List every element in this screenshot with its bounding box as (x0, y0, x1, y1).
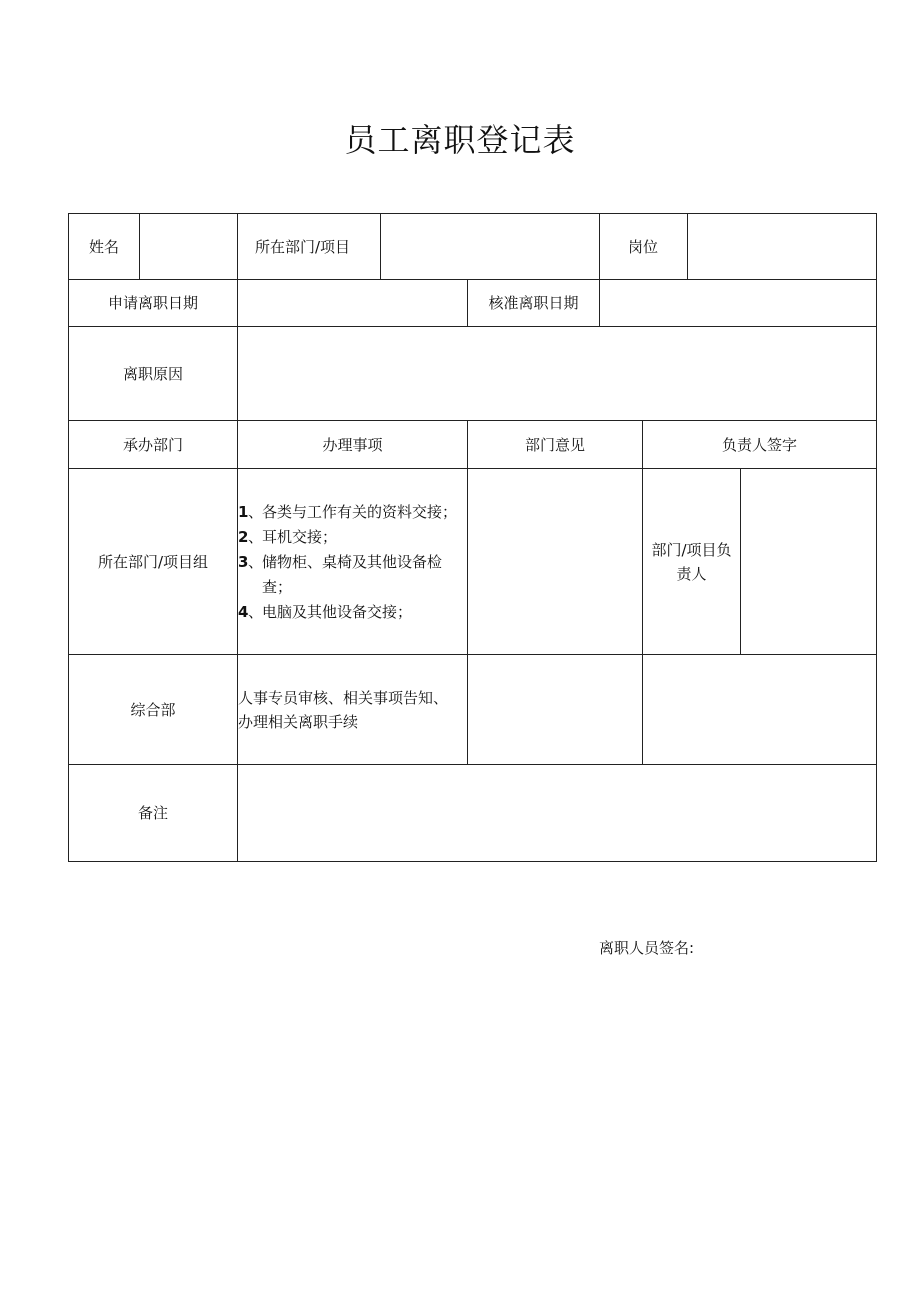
dept-opinion-field[interactable] (468, 469, 642, 654)
list-item: 1 、 各类与工作有关的资料交接； (238, 500, 464, 525)
header-handling-department: 承办部门 (122, 435, 183, 454)
name-label: 姓名 (89, 237, 120, 256)
header-signer-signature: 负责人签字 (721, 435, 797, 454)
page-title: 员工离职登记表 (344, 121, 576, 159)
header-department-opinion: 部门意见 (524, 435, 585, 454)
resign-reason-label: 离职原因 (122, 364, 183, 383)
department-project-label: 所在部门/项目 (255, 237, 351, 256)
item-text: 耳机交接； (262, 528, 338, 546)
position-label: 岗位 (628, 237, 659, 256)
general-dept-opinion-field[interactable] (468, 655, 642, 764)
remarks-field[interactable] (238, 765, 876, 861)
dept-leader-signature-field[interactable] (741, 469, 876, 654)
header-handling-items: 办理事项 (322, 435, 383, 454)
apply-resign-date-field[interactable] (238, 280, 467, 326)
item-text: 储物柜、桌椅及其他设备检查； (262, 553, 443, 596)
item-number: 4 (238, 603, 249, 621)
general-dept-signature-field[interactable] (643, 655, 876, 764)
resigner-signature-label: 离职人员签名: (599, 939, 695, 957)
resignation-form-table (68, 213, 877, 862)
item-text: 各类与工作有关的资料交接； (262, 503, 458, 521)
approved-resign-date-label: 核准离职日期 (488, 294, 579, 312)
department-project-field[interactable] (381, 214, 599, 279)
list-item: 2 、 耳机交接； (238, 525, 464, 550)
item-number: 1 (238, 503, 249, 521)
apply-resign-date-label: 申请离职日期 (107, 294, 198, 312)
section-label-dept-project: 所在部门/项目组 (97, 552, 209, 571)
section-label-general-dept: 综合部 (130, 700, 176, 719)
position-field[interactable] (688, 214, 876, 279)
dept-handling-items-list (238, 500, 464, 625)
item-number: 2 (238, 528, 249, 546)
remarks-label: 备注 (137, 804, 168, 822)
list-item: 3 、 储物柜、桌椅及其他设备检查； (238, 550, 464, 600)
name-field[interactable] (140, 214, 237, 279)
general-dept-items: 人事专员审核、相关事项告知、办理相关离职手续 (238, 688, 449, 731)
dept-project-leader-label: 部门/项目负责人 (651, 540, 732, 583)
resign-reason-field[interactable] (238, 327, 876, 420)
item-number: 3 (238, 553, 249, 571)
list-item: 4 、 电脑及其他设备交接； (238, 600, 464, 625)
approved-resign-date-field[interactable] (600, 280, 876, 326)
item-text: 电脑及其他设备交接； (262, 603, 413, 621)
